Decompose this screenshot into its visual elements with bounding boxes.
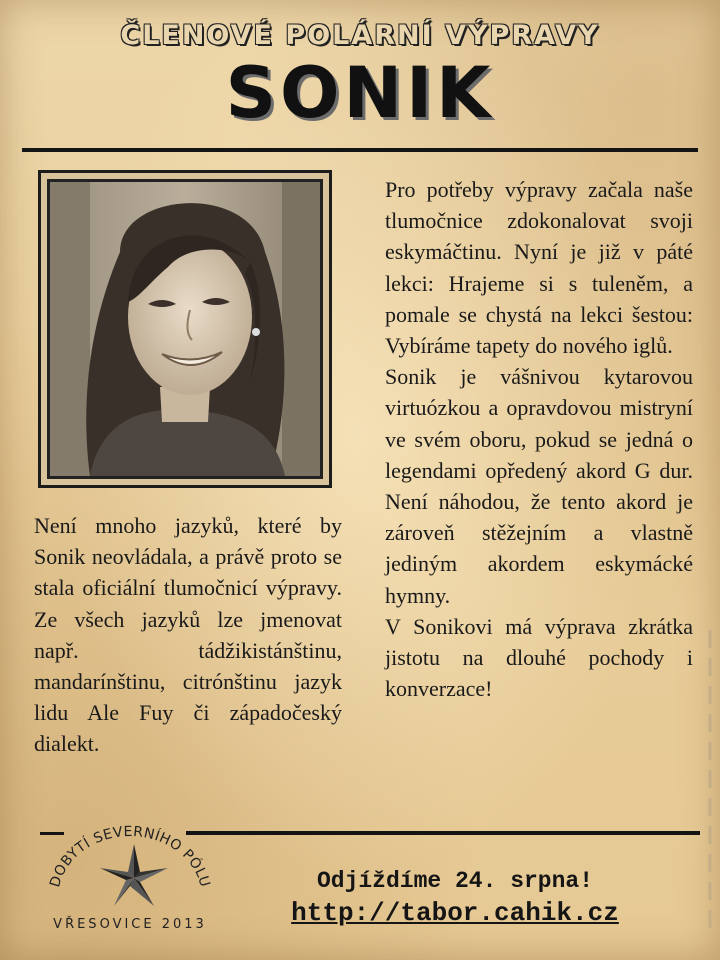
left-text-column (34, 510, 342, 760)
right-text-column (385, 174, 693, 704)
poster-title: SONIK (225, 52, 495, 134)
portrait-frame (38, 170, 332, 488)
left-paragraph-1: Není mnoho jazyků, které by Sonik neovládala, a právě proto se stala oficiální tlumočnicí výpravy. Ze všech jazyků lze jmenovat např. tádžikistánštinu, mandarínštinu, citrónštinu jazyk lidu Ale Fuy či západočeský dialekt. (34, 513, 342, 757)
website-link[interactable]: http://tabor.cahik.cz (291, 898, 619, 928)
right-paragraph-1: Pro potřeby výpravy začala naše tlumočnice zdokonalovat svoji eskymáčtinu. Nyní je již v páté lekci: Hrajeme si s tuleněm, a pomale se chystá na lekci šestou: Vybíráme tapety do nového iglů. (385, 177, 693, 359)
logo-bottom-text: VŘESOVICE 2013 (53, 917, 207, 932)
expedition-logo (40, 820, 220, 946)
portrait-illustration (50, 182, 320, 476)
margin-watermark (703, 630, 717, 930)
departure-date: Odjíždíme 24. srpna! (316, 868, 594, 894)
logo-ring-text: DOBYTÍ SEVERNÍHO PÓLU (47, 823, 213, 890)
portrait-photo (47, 179, 323, 479)
bottom-divider-right (186, 831, 700, 835)
logo-graphic (40, 820, 220, 920)
right-paragraph-3: V Sonikovi má výprava zkrátka jistotu na dlouhé pochody i konverzace! (385, 613, 693, 702)
poster-subtitle: ČLENOVÉ POLÁRNÍ VÝPRAVY (120, 20, 600, 51)
compass-star-icon (100, 844, 168, 906)
right-paragraph-2: Sonik je vášnivou kytarovou virtuózkou a opravdovou mistryní ve svém oboru, pokud se jedná o legendami opředený akord G dur. Není náhodou, že tento akord je zároveň stěžejním a vlastně jediným akordem eskymácké hymny. (385, 364, 693, 608)
top-divider (22, 148, 698, 152)
